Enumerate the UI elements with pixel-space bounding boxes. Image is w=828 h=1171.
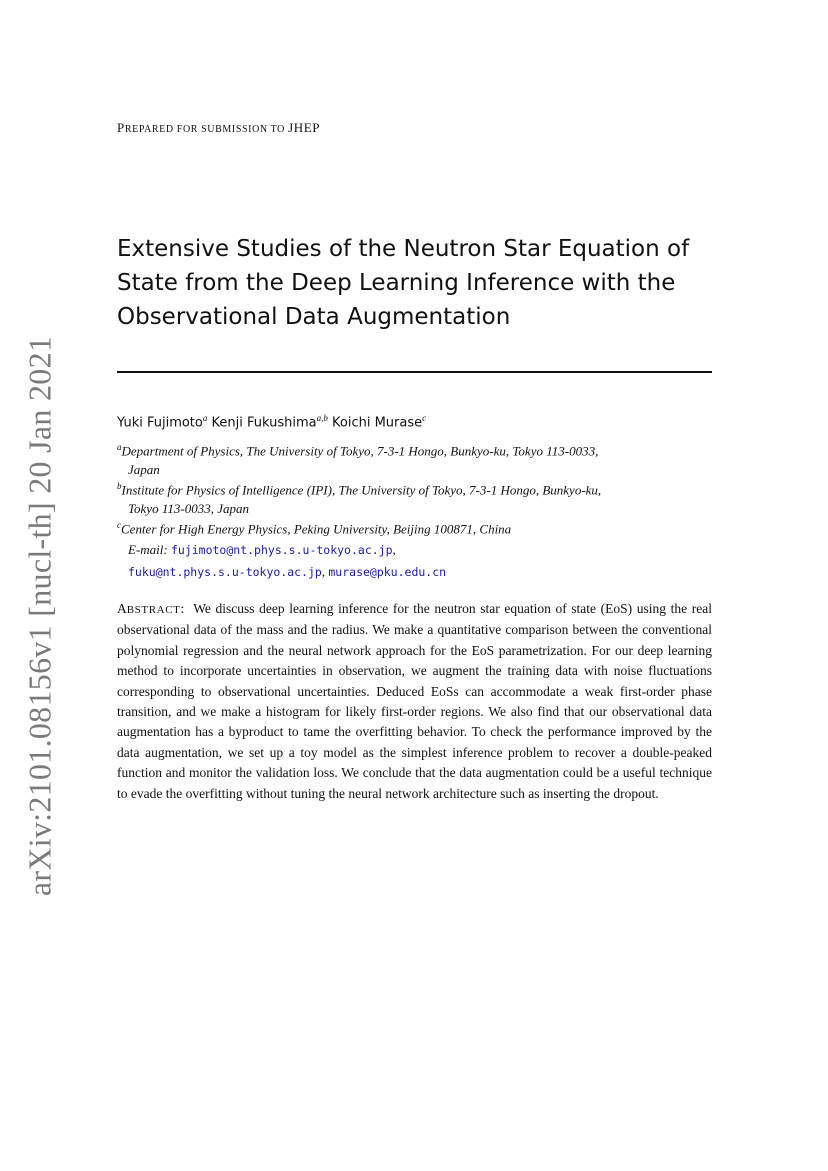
email-label: E-mail:: [128, 542, 168, 557]
affiliation-mark: b: [117, 481, 122, 491]
affiliation-mark: c: [117, 520, 121, 530]
email-block: E-mail: fujimoto@nt.phys.s.u-tokyo.ac.jp, fuku@nt.phys.s.u-tokyo.ac.jp, murase@pku.edu.cn: [128, 542, 447, 579]
author-name: Yuki Fujimoto: [117, 415, 203, 431]
affiliation-text: Center for High Energy Physics, Peking University, Beijing 100871, China: [121, 521, 512, 537]
author-name: Kenji Fukushima: [211, 415, 317, 431]
affiliation: [117, 477, 717, 518]
abstract-text: We discuss deep learning inference for the neutron star equation of state (EoS) using the real observational data of the mass and the radius. We make a quantitative comparison between the conventional polynomial regression and the neural network approach for the EoS parametrization. For our deep learning method to incorporate uncertainties in observation, we augment the training data with noise fluctuations corresponding to observational uncertainties. Deduced EoSs can accommodate a weak first-order phase transition, and we make a histogram for likely first-order regions. We also find that our observational data augmentation has a byproduct to tame the overfitting behavior. To check the performance improved by the data augmentation, we set up a toy model as the simplest inference problem to recover a double-peaked function and monitor the validation loss. We conclude that the data augmentation could be a useful technique to evade the overfitting without tuning the neural network architecture such as inserting the dropout.: [117, 601, 712, 801]
arxiv-identifier-stamp: arXiv:2101.08156v1 [nucl-th] 20 Jan 2021: [21, 335, 58, 897]
affiliation-text: Japan: [128, 462, 160, 478]
author-affiliation-mark: a: [202, 413, 208, 423]
author-affiliation-mark: c: [422, 413, 427, 423]
affiliation-text: Institute for Physics of Intelligence (IPI), The University of Tokyo, 7-3-1 Hongo, Bunkyo-ku,: [121, 482, 602, 498]
abstract-heading-rest: BSTRACT: [126, 604, 181, 616]
affiliation: [117, 516, 717, 538]
author-name: Koichi Murase: [332, 415, 423, 431]
author-list: [117, 413, 426, 430]
prepared-text: REPARED FOR SUBMISSION TO: [124, 124, 289, 135]
affiliation-text: Tokyo 113-0033, Japan: [128, 501, 249, 517]
affiliation-text: Department of Physics, The University of Tokyo, 7-3-1 Hongo, Bunkyo-ku, Tokyo 113-0033,: [121, 443, 599, 459]
journal-preparation-note: [117, 120, 320, 136]
author-affiliation-mark: a,b: [316, 413, 328, 423]
affiliation: [117, 438, 717, 479]
affiliation-mark: a: [117, 442, 122, 452]
abstract-heading-initial: A: [117, 601, 127, 616]
abstract-heading-colon: :: [180, 601, 185, 616]
prepared-initial: P: [117, 120, 125, 135]
abstract-heading: [117, 601, 184, 616]
email-link[interactable]: fujimoto@nt.phys.s.u-tokyo.ac.jp: [170, 543, 393, 557]
email-link[interactable]: fuku@nt.phys.s.u-tokyo.ac.jp: [128, 565, 322, 579]
email-link[interactable]: murase@pku.edu.cn: [328, 565, 447, 579]
title-line: State from the Deep Learning Inference with the: [117, 270, 676, 296]
title-line: Extensive Studies of the Neutron Star Equation of: [117, 236, 690, 262]
abstract: [117, 599, 712, 804]
title-divider: [117, 371, 712, 373]
journal-name: JHEP: [288, 120, 321, 135]
paper-title: [117, 232, 717, 334]
title-line: Observational Data Augmentation: [117, 304, 511, 330]
